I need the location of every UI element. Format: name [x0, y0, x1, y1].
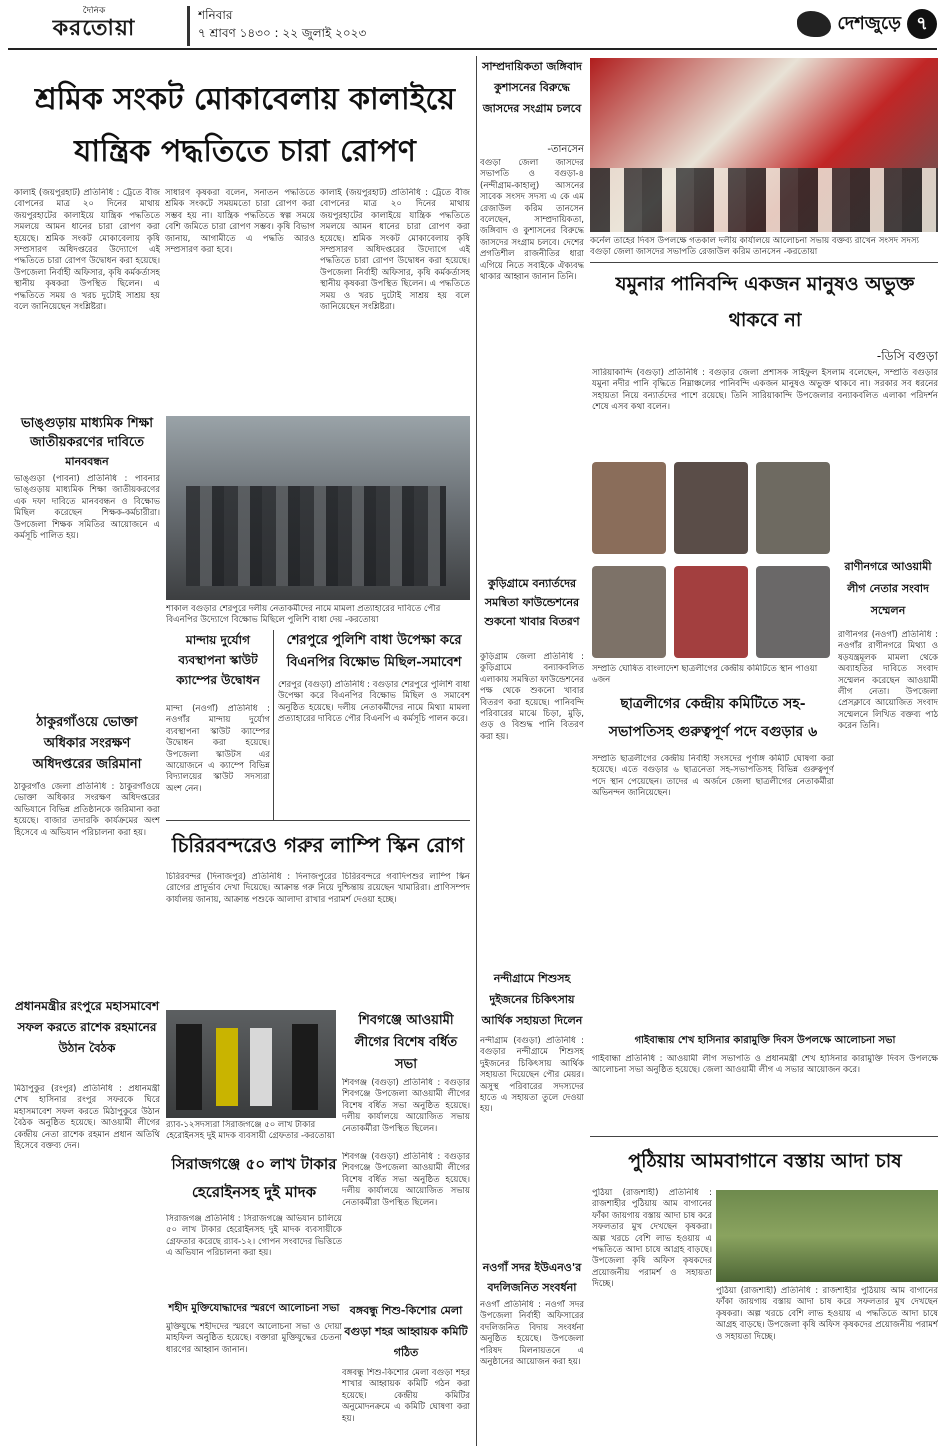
- headline-shaheed: শহীদ মুক্তিযোদ্ধাদের স্মরণে আলোচনা সভা: [168, 1303, 340, 1314]
- arrest-photo: [166, 1010, 336, 1118]
- body-shibganj: শিবগঞ্জ (বগুড়া) প্রতিনিধি : বগুড়ার শিবগঞ্জে উপজেলা আওয়ামী লীগের বিশেষ বর্ধিত সভা অনুষ্ঠিত হয়েছে। দলীয় কার্যালয়ে আয়োজিত সভায় নেতাকর্মীরা উপস্থিত ছিলেন।: [342, 1078, 470, 1134]
- page-number: ৭: [907, 9, 937, 39]
- body-shaheed: মুক্তিযুদ্ধে শহীদদের স্মরণে আলোচনা সভা ও দোয়া মাহফিল অনুষ্ঠিত হয়েছে। বক্তারা মুক্তিযুদ্ধের চেতনা ধারণের আহ্বান জানান।: [166, 1322, 342, 1355]
- column-rule: [273, 630, 274, 820]
- newspaper-logo: [14, 6, 174, 44]
- headline-chhatraleague: ছাত্রলীগের কেন্দ্রীয় কমিটিতে সহ-সভাপতিসহ গুরুত্বপূর্ণ পদে বগুড়ার ৬: [608, 696, 818, 740]
- byline-sampradayik: -তানসেন: [547, 144, 584, 155]
- bangladesh-map-icon: [797, 11, 831, 37]
- body-mithapukur: মিঠাপুকুর (রংপুর) প্রতিনিধি : প্রধানমন্ত্রী শেখ হাসিনার রংপুর সফরকে ঘিরে মহাসমাবেশ সফল করতে মিঠাপুকুরে উঠান বৈঠক অনুষ্ঠিত হয়েছে। আওয়ামী লীগের কেন্দ্রীয় নেতা রাশেক রহমান প্রধান অতিথি হিসেবে বক্তব্য দেন।: [14, 1084, 160, 1152]
- body-chirirbandar: চিরিরবন্দর (দিনাজপুর) প্রতিনিধি : দিনাজপুরের চিরিরবন্দরে গবাদিপশুর লাম্পি স্কিন রোগের প্রাদুর্ভাব দেখা দিয়েছে। আক্রান্ত গরু নিয়ে দুশ্চিন্তায় রয়েছেন খামারিরা। প্রাণিসম্পদ কার্যালয় জানায়, আক্রান্ত পশুকে আলাদা রাখার পরামর্শ দেওয়া হচ্ছে।: [166, 872, 470, 905]
- arrest-photo-caption: র‍্যাব-১২সদস্যরা সিরাজগঞ্জে ৫০ লাখ টাকার হেরোইনসহ দুই মাদক ব্যবসায়ী গ্রেফতার -করতোয়া: [166, 1120, 335, 1141]
- body-bangabandhu: বঙ্গবন্ধু শিশু-কিশোর মেলা বগুড়া শহর শাখার আহ্বায়ক কমিটি গঠন করা হয়েছে। কেন্দ্রীয় কমিটির অনুমোদনক্রমে এ কমিটি ঘোষণা করা হয়।: [342, 1368, 470, 1444]
- headline-gaibandha: গাইবান্ধায় শেখ হাসিনার কারামুক্তি দিবস উপলক্ষে আলোচনা সভা: [634, 1035, 896, 1046]
- headline-kurigram: কুড়িগ্রামে বন্যার্তদের সমন্বিতা ফাউন্ডেশনের শুকনো খাবার বিতরণ: [484, 577, 580, 628]
- headline-jamuna: যমুনার পানিবন্দি একজন মানুষও অভুক্ত থাকবে না: [615, 273, 915, 331]
- dateline: [198, 6, 428, 46]
- meeting-photo: [590, 58, 938, 232]
- section-rule: [590, 1136, 938, 1137]
- headline-nandigram: নন্দীগ্রামে শিশুসহ দুইজনের চিকিৎসায় আর্থিক সহায়তা দিলেন: [481, 972, 583, 1027]
- portrait-photo: [756, 462, 830, 554]
- protest-photo-caption: শাকাল বগুড়ার শেরপুরে দলীয় নেতাকর্মীদের নামে মামলা প্রত্যাহারের দাবিতে পৌর বিএনপির উদ্যোগে বিক্ষোভ মিছিলে পুলিশি বাধা দেয় -করতোয়া: [166, 604, 441, 625]
- headline-puthia: পুঠিয়ায় আমবাগানে বস্তায় আদা চাষ: [628, 1150, 902, 1172]
- body-shibganj-cont: শিবগঞ্জ (বগুড়া) প্রতিনিধি : বগুড়ার শিবগঞ্জে উপজেলা আওয়ামী লীগের বিশেষ বর্ধিত সভা অনুষ্ঠিত হয়েছে। দলীয় কার্যালয়ে আয়োজিত সভায় নেতাকর্মীরা উপস্থিত ছিলেন।: [342, 1152, 470, 1208]
- lead-body-cont-2: কালাই (জয়পুরহাট) প্রতিনিধি : ট্রেতে বীজ বোপনের মাত্র ২০ দিনের মাথায় জয়পুরহাটের কালাইয়ে যান্ত্রিক পদ্ধতিতে সমলয়ে আমন ধানের চারা রোপণ করা হয়েছে। শ্রমিক সংকট মোকাবেলায় কৃষি সম্প্রসারণ অধিদপ্তরের উদ্যোগে এই পদ্ধতিতে চারা রোপণ উদ্বোধন করা হয়েছে। উপজেলা নির্বাহী অফিসার, কৃষি কর্মকর্তাসহ স্থানীয় কৃষকরা উপস্থিত ছিলেন। এ পদ্ধতিতে সময় ও খরচ দুটোই সাশ্রয় হয় বলে জানিয়েছেন সংশ্লিষ্টরা।: [320, 188, 470, 313]
- portrait-photo: [592, 462, 666, 554]
- headline-sampradayik: সাম্প্রদায়িকতা জঙ্গিবাদ কুশাসনের বিরুদ্ধে জাসদের সংগ্রাম চলবে: [482, 60, 582, 115]
- lead-headline-line1: শ্রমিক সংকট মোকাবেলায় কালাইয়ে: [34, 82, 456, 117]
- portrait-photo: [756, 566, 830, 658]
- subhead-bhangura: মানববন্ধন: [65, 455, 109, 468]
- body-jamuna: সারিয়াকান্দি (বগুড়া) প্রতিনিধি : বগুড়ার জেলা প্রশাসক সাইফুল ইসলাম বলেছেন, সম্প্রতি বগুড়ার যমুনা নদীর পানি বৃদ্ধিতে নিম্নাঞ্চলের পানিবন্দি একজন মানুষও অভুক্ত থাকবে না। সরকার সব ধরনের সহায়তা নিয়ে বন্যার্তদের পাশে রয়েছে। তিনি সারিয়াকান্দি উপজেলার বন্যাকবলিত এলাকা পরিদর্শন শেষে এসব কথা বলেন।: [592, 368, 938, 413]
- logo-text: করতোয়া: [52, 15, 136, 41]
- body-nandigram: নন্দীগ্রাম (বগুড়া) প্রতিনিধি : বগুড়ার নন্দীগ্রামে শিশুসহ দুইজনের চিকিৎসায় আর্থিক সহায়তা দিয়েছেন পৌর মেয়র। অসুস্থ পরিবারের সদস্যদের হাতে এ সহায়তা তুলে দেওয়া হয়।: [480, 1036, 584, 1115]
- headline-mithapukur: প্রধানমন্ত্রীর রংপুরে মহাসমাবেশ সফল করতে রাশেক রহমানের উঠান বৈঠক: [14, 999, 160, 1055]
- section-rule: [590, 262, 938, 263]
- lead-body: কালাই (জয়পুরহাট) প্রতিনিধি : ট্রেতে বীজ বোপনের মাত্র ২০ দিনের মাথায় জয়পুরহাটের কালাইয়ে যান্ত্রিক পদ্ধতিতে সমলয়ে আমন ধানের চারা রোপণ করা হয়েছে। শ্রমিক সংকট মোকাবেলায় কৃষি সম্প্রসারণ অধিদপ্তরের উদ্যোগে এই পদ্ধতিতে চারা রোপণ উদ্বোধন করা হয়েছে। উপজেলা নির্বাহী অফিসার, কৃষি কর্মকর্তাসহ স্থানীয় কৃষকরা উপস্থিত ছিলেন। এ পদ্ধতিতে সময় ও খরচ দুটোই সাশ্রয় হয় বলে জানিয়েছেন সংশ্লিষ্টরা।: [14, 188, 160, 313]
- headline-bhangura: ভাঙ্গুড়ায় মাধ্যমিক শিক্ষা জাতীয়করণের দাবিতে: [20, 416, 154, 450]
- body-sampradayik: বগুড়া জেলা জাসদের সভাপতি ও বগুড়া-৪ (নন্দীগ্রাম-কাহালু) আসনের সাবেক সংসদ সদস্য এ কে এম রেজাউল করিম তানসেন বলেছেন, সাম্প্রদায়িকতা, জঙ্গিবাদ ও কুশাসনের বিরুদ্ধে জাসদের সংগ্রাম চলবে। দেশের প্রগতিশীল রাজনীতির ধারা এগিয়ে নিতে সবাইকে ঐক্যবদ্ধ থাকার আহ্বান জানান তিনি।: [480, 158, 584, 283]
- headline-mandah: মান্দায় দুর্যোগ ব্যবস্থাপনা স্কাউট ক্যাম্পের উদ্বোধন: [176, 633, 260, 687]
- body-sirajganj: সিরাজগঞ্জ প্রতিনিধি : সিরাজগঞ্জে অভিযান চালিয়ে ৫০ লাখ টাকার হেরোইনসহ দুই মাদক ব্যবসায়ীকে গ্রেফতার করেছে র‍্যাব-১২। গোপন সংবাদের ভিত্তিতে এ অভিযান পরিচালনা করা হয়।: [166, 1214, 342, 1259]
- body-thakurgaon: ঠাকুরগাঁও জেলা প্রতিনিধি : ঠাকুরগাঁওয়ে ভোক্তা অধিকার সংরক্ষণ অধিদপ্তরের অভিযানে বিভিন্ন প্রতিষ্ঠানকে জরিমানা করা হয়েছে। বাজার তদারকি কার্যক্রমের অংশ হিসেবে এ অভিযান পরিচালনা করা হয়।: [14, 782, 160, 838]
- meeting-photo-caption: কর্নেল তাহের দিবস উপলক্ষে গতকাল দলীয় কার্যালয়ে আলোচনা সভায় বক্তব্য রাখেন সংসদ সদস্য বগুড়া জেলা জাসদের সভাপতি রেজাউল করিম তানসেন -করতোয়া: [590, 236, 919, 257]
- body-kurigram: কুড়িগ্রাম জেলা প্রতিনিধি : কুড়িগ্রামে বন্যাকবলিত এলাকায় সমন্বিতা ফাউন্ডেশনের পক্ষ থেকে শুকনো খাবার বিতরণ করা হয়েছে। পানিবন্দি পরিবারের মাঝে চিড়া, মুড়ি, গুড় ও বিশুদ্ধ পানি বিতরণ করা হয়।: [480, 652, 584, 742]
- headline-chirirbandar: চিরিরবন্দরেও গরুর লাম্পি স্কিন রোগ: [171, 833, 465, 857]
- headline-thakurgaon: ঠাকুরগাঁওয়ে ভোক্তা অধিকার সংরক্ষণ অধিদপ্তরের জরিমানা: [32, 715, 142, 772]
- lead-body-cont: সাধারণ কৃষকরা বলেন, সনাতন পদ্ধতিতে শ্রমিক সংকটে সময়মতো চারা রোপণ করা সম্ভব হয় না। যান্ত্রিক পদ্ধতিতে স্বল্প সময়ে বেশি জমিতে চারা রোপণ সম্ভব। কৃষি বিভাগ জানায়, আগামীতে এ পদ্ধতি আরও সম্প্রসারণ করা হবে।: [165, 188, 315, 256]
- portrait-photo: [674, 462, 748, 554]
- lead-headline: [20, 74, 470, 184]
- headline-shibganj: শিবগঞ্জে আওয়ামী লীগের বিশেষ বর্ধিত সভা: [354, 1013, 458, 1072]
- logo-prefix: দৈনিক: [82, 6, 106, 16]
- masthead-divider: [187, 6, 190, 46]
- date-label: ৭ শ্রাবণ ১৪৩০ : ২২ জুলাই ২০২৩: [198, 26, 367, 40]
- chhatraleague-photos: [592, 462, 834, 662]
- protest-photo: [166, 416, 470, 600]
- body-gaibandha: গাইবান্ধা প্রতিনিধি : আওয়ামী লীগ সভাপতি ও প্রধানমন্ত্রী শেখ হাসিনার কারামুক্তি দিবস উপলক্ষে আলোচনা সভা অনুষ্ঠিত হয়েছে। জেলা আওয়ামী লীগ এ সভার আয়োজন করে।: [592, 1054, 938, 1076]
- portrait-photo: [592, 566, 666, 658]
- body-chhatraleague: সম্প্রতি ছাত্রলীগের কেন্দ্রীয় নির্বাহী সংসদের পূর্ণাঙ্গ কমিটি ঘোষণা করা হয়েছে। এতে বগুড়ার ৬ ছাত্রনেতা সহ-সভাপতিসহ বিভিন্ন গুরুত্বপূর্ণ পদে স্থান পেয়েছেন। তাদের এ অর্জনে জেলা ছাত্রলীগের নেতাকর্মীরা অভিনন্দন জানিয়েছেন।: [592, 754, 834, 799]
- body-mandah: মান্দা (নওগাঁ) প্রতিনিধি : নওগাঁর মান্দায় দুর্যোগ ব্যবস্থাপনা স্কাউট ক্যাম্পের উদ্বোধন করা হয়েছে। উপজেলা স্কাউটস এর আয়োজনে এ ক্যাম্পে বিভিন্ন বিদ্যালয়ের স্কাউট সদস্যরা অংশ নেন।: [166, 704, 270, 794]
- headline-naogaon: নওগাঁ সদর ইউএনও'র বদলিজনিত সংবর্ধনা: [482, 1261, 582, 1294]
- section-badge: [787, 6, 937, 42]
- ginger-farm-photo: [716, 1190, 938, 1282]
- day-label: শনিবার: [198, 8, 233, 22]
- masthead-rule: [8, 48, 937, 50]
- body-naogaon: নওগাঁ প্রতিনিধি : নওগাঁ সদর উপজেলা নির্বাহী অফিসারের বদলিজনিত বিদায় সংবর্ধনা অনুষ্ঠিত হয়েছে। উপজেলা পরিষদ মিলনায়তনে এ অনুষ্ঠানের আয়োজন করা হয়।: [480, 1300, 584, 1368]
- headline-bangabandhu: বঙ্গবন্ধু শিশু-কিশোর মেলা বগুড়া শহর আহ্বায়ক কমিটি গঠিত: [342, 1300, 470, 1366]
- body-ranigonj: রাণীনগর (নওগাঁ) প্রতিনিধি : নওগাঁর রাণীনগরে মিথ্যা ও ষড়যন্ত্রমূলক মামলা থেকে অব্যাহতির দাবিতে সংবাদ সম্মেলন করেছেন আওয়ামী লীগ নেতা। উপজেলা প্রেসক্লাবে আয়োজিত সংবাদ সম্মেলনে লিখিত বক্তব্য পাঠ করেন তিনি।: [838, 630, 938, 732]
- headline-ranigonj: রাণীনগরে আওয়ামী লীগ নেতার সংবাদ সম্মেলন: [844, 560, 932, 617]
- byline-jamuna: -ডিসি বগুড়া: [876, 349, 938, 363]
- portrait-photo: [674, 566, 748, 658]
- headline-sirajganj: সিরাজগঞ্জে ৫০ লাখ টাকার হেরোইনসহ দুই মাদক: [171, 1155, 337, 1201]
- center-column-rule: [476, 56, 477, 1446]
- chhatraleague-photos-caption: সম্প্রতি ঘোষিত বাংলাদেশ ছাত্রলীগের কেন্দ্রীয় কমিটিতে স্থান পাওয়া ৬জন: [592, 664, 818, 685]
- lead-headline-line2: যান্ত্রিক পদ্ধতিতে চারা রোপণ: [74, 134, 416, 169]
- body-puthia-cont: পুঠিয়া (রাজশাহী) প্রতিনিধি : রাজশাহীর পুঠিয়ায় আম বাগানের ফাঁকা জায়গায় বস্তায় আদা চাষ করে সফলতার মুখ দেখছেন কৃষকরা। অল্প খরচে বেশি লাভ হওয়ায় এ পদ্ধতিতে আদা চাষে আগ্রহ বাড়ছে। উপজেলা কৃষি অফিস কৃষকদের প্রয়োজনীয় পরামর্শ ও সহায়তা দিচ্ছে।: [716, 1286, 938, 1342]
- body-sherpur: শেরপুর (বগুড়া) প্রতিনিধি : বগুড়ার শেরপুরে পুলিশি বাধা উপেক্ষা করে বিএনপির বিক্ষোভ মিছিল ও সমাবেশ অনুষ্ঠিত হয়েছে। দলীয় নেতাকর্মীদের নামে মিথ্যা মামলা প্রত্যাহারের দাবিতে পৌর বিএনপি এ কর্মসূচি পালন করে।: [278, 680, 470, 725]
- body-bhangura: ভাঙ্গুড়া (পাবনা) প্রতিনিধি : পাবনার ভাঙ্গুড়ায় মাধ্যমিক শিক্ষা জাতীয়করণের এক দফা দাবিতে মানববন্ধন ও বিক্ষোভ মিছিল করেছেন শিক্ষক-কর্মচারীরা। উপজেলা শিক্ষক সমিতির আয়োজনে এ কর্মসূচি পালিত হয়।: [14, 474, 160, 542]
- body-puthia: পুঠিয়া (রাজশাহী) প্রতিনিধি : রাজশাহীর পুঠিয়ায় আম বাগানের ফাঁকা জায়গায় বস্তায় আদা চাষ করে সফলতার মুখ দেখছেন কৃষকরা। অল্প খরচে বেশি লাভ হওয়ায় এ পদ্ধতিতে আদা চাষে আগ্রহ বাড়ছে। উপজেলা কৃষি অফিস কৃষকদের প্রয়োজনীয় পরামর্শ ও সহায়তা দিচ্ছে।: [592, 1188, 712, 1290]
- headline-sherpur: শেরপুরে পুলিশি বাধা উপেক্ষা করে বিএনপির বিক্ষোভ মিছিল-সমাবেশ: [286, 633, 462, 670]
- section-rule: [166, 820, 470, 821]
- section-title: দেশজুড়ে: [837, 12, 901, 34]
